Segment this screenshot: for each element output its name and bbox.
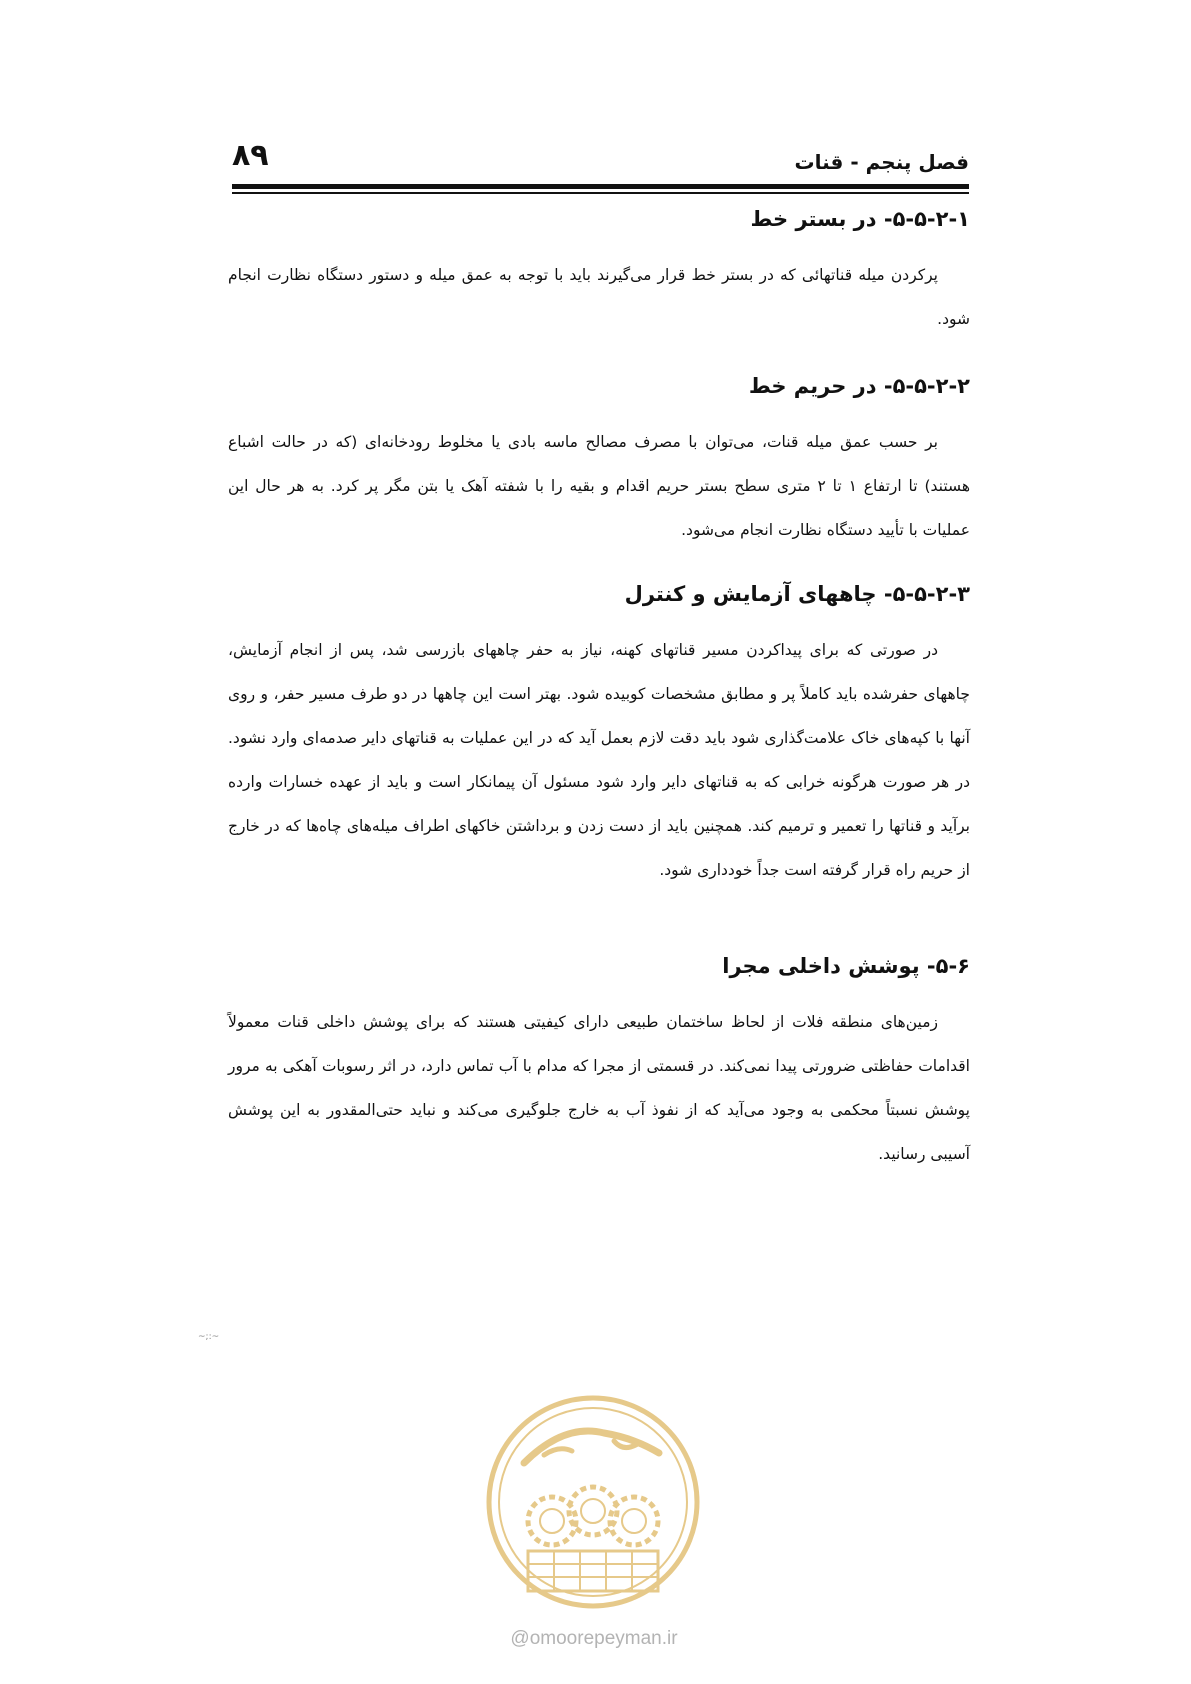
section-5-5-2-1 [228, 203, 970, 341]
section-paragraph: بر حسب عمق میله قنات، می‌توان با مصرف مصالح ماسه بادی یا مخلوط رودخانه‌ای (که در حالت اشباع هستند) تا ارتفاع ۱ تا ۲ متری سطح بستر حریم اقدام و بقیه را با شفته آهک یا بتن مگر پر کرد. به هر حال این عملیات با تأیید دستگاه نظارت انجام می‌شود. [228, 433, 971, 539]
scan-artifact: ~;:~ [198, 1332, 220, 1342]
section-5-6 [228, 950, 970, 1176]
section-heading: ۵-۵-۲-۱- در بستر خط [750, 207, 970, 231]
section-heading: ۵-۵-۲-۳- چاههای آزمایش و کنترل [624, 582, 970, 606]
section-5-5-2-2 [228, 370, 970, 552]
watermark-text: @omoorepeyman.ir [510, 1628, 678, 1649]
section-heading: ۵-۵-۲-۲- در حریم خط [748, 374, 970, 398]
section-paragraph: در صورتی که برای پیداکردن مسیر قناتهای کهنه، نیاز به حفر چاههای بازرسی شد، پس از انجام آزمایش، چاههای حفرشده باید کاملاً پر و مطابق مشخصات کوبیده شود. بهتر است این چاهها در دو طرف مسیر حفر، و روی آنها با کپه‌های خاک علامت‌گذاری شود باید دقت لازم بعمل آید که در این عملیات به قناتهای دایر صدمه‌ای وارد نشود. در هر صورت هرگونه خرابی که به قناتهای دایر وارد شود مسئول آن پیمانکار است و باید از عهده خسارات وارده برآید و قناتها را تعمیر و ترمیم کند. همچنین باید از دست زدن و برداشتن خاکهای اطراف میله‌های چاه‌ها که در خارج از حریم راه قرار گرفته است جداً خودداری شود. [228, 641, 970, 879]
page-number: ۸۹ [232, 138, 269, 173]
chapter-title: فصل پنجم - قنات [794, 150, 969, 174]
section-paragraph: پرکردن میله قناتهائی که در بستر خط قرار می‌گیرند باید با توجه به عمق میله و دستور دستگاه نظارت انجام شود. [228, 266, 970, 328]
header-rule-thick [232, 184, 969, 189]
section-5-5-2-3 [228, 578, 970, 892]
section-heading: ۵-۶- پوشش داخلی مجرا [722, 954, 970, 978]
section-paragraph: زمین‌های منطقه فلات از لحاظ ساختمان طبیعی دارای کیفیتی هستند که برای پوشش داخلی قنات معمولاً اقدامات حفاظتی ضرورتی پیدا نمی‌کند. در قسمتی از مجرا که مدام با آب تماس دارد، در اثر رسوبات آهکی به مرور پوشش نسبتاً محکمی به وجود می‌آید که از نفوذ آب به خارج جلوگیری می‌کند و نباید حتی‌المقدور به این پوشش آسیبی رسانید. [228, 1013, 970, 1163]
seal-logo-icon [484, 1393, 702, 1611]
header-rule-thin [232, 192, 969, 194]
